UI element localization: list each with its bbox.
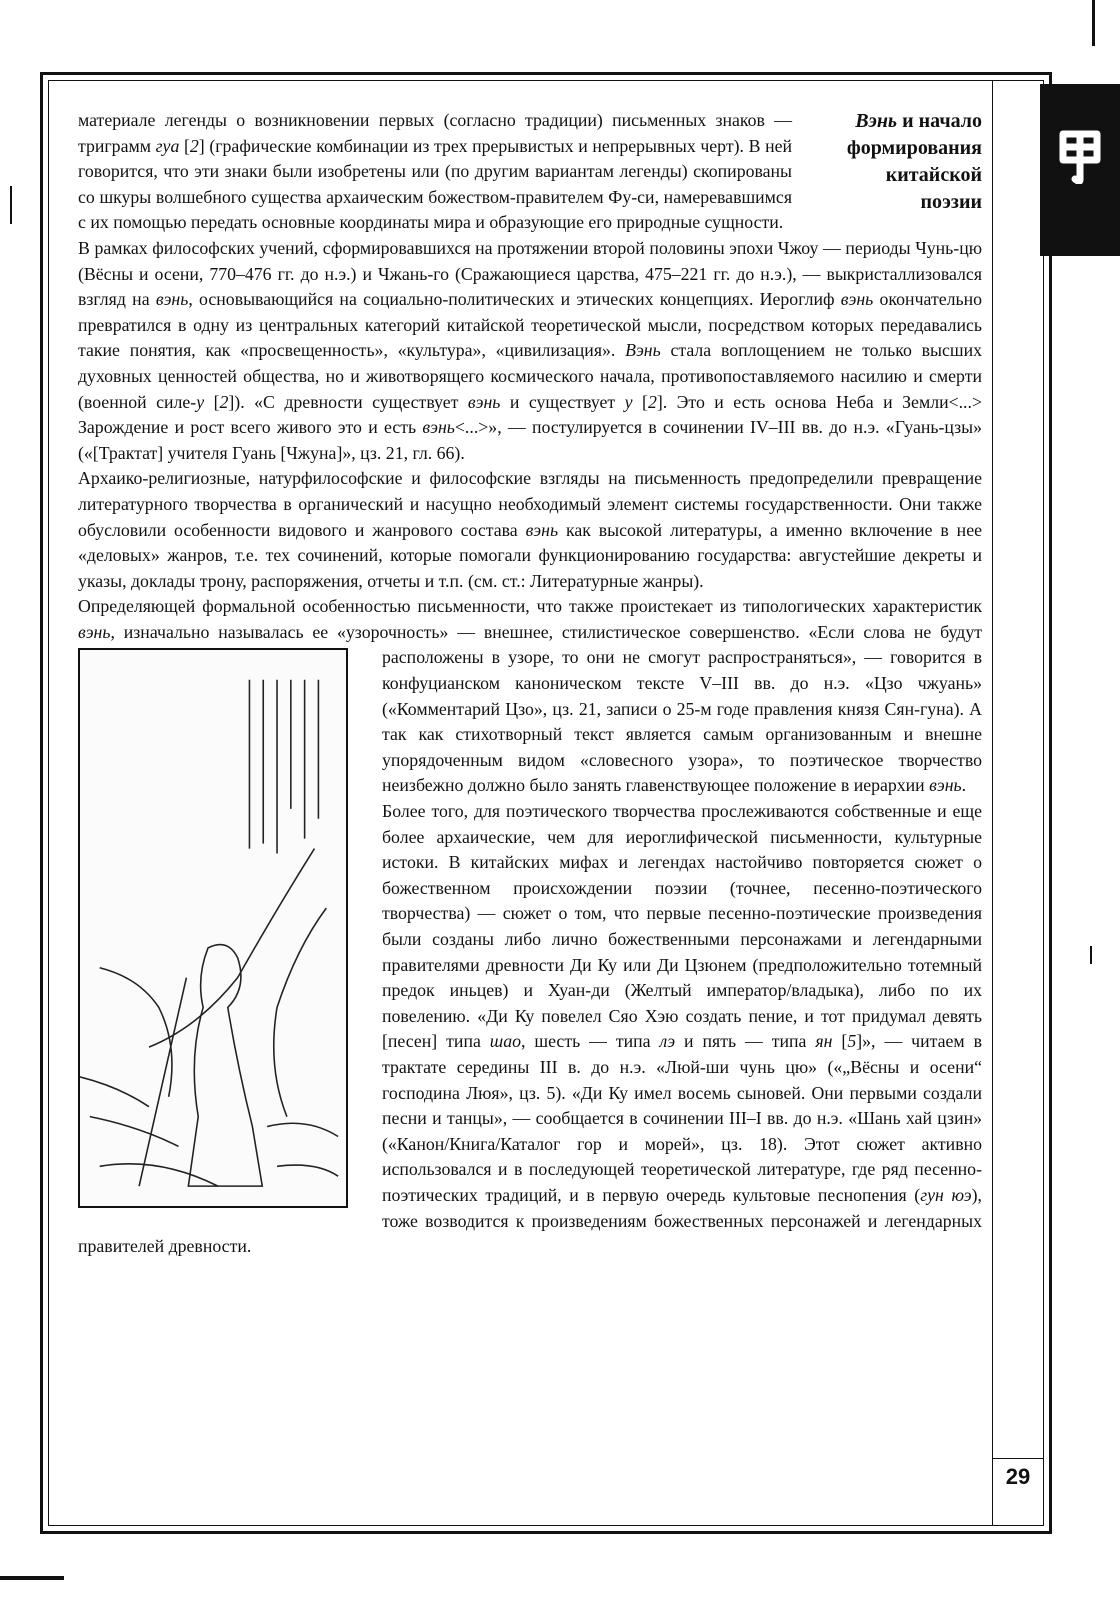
text-run: Архаико-религиозные, натурфилософские и философские взгляды на письменность предопределили превращение литературного творчества в органический и насущно необходимый элемент системы государственности. Они также обусловили особенности видового и жанрового состава — [78, 468, 982, 540]
sidebar-heading-line-2: и начало — [902, 110, 982, 132]
text-run: Вэнь — [625, 340, 661, 361]
text-run: Определяющей формальной особенностью письменности, что также проистекает из типологических характеристик — [78, 596, 982, 617]
sidebar-heading-line-4: китайской — [885, 164, 982, 186]
text-run: стала воплощением не только высших духовных ценностей общества, но и животворящего космического начала, противопоставляемого насилию и смерти (военной силе- — [78, 340, 982, 412]
section-tab — [1040, 84, 1120, 256]
sidebar-heading-line-1: Вэнь — [855, 110, 898, 132]
text-run: <...>», — постулируется в сочинении IV–III вв. до н.э. «Гуань-цзы» («[Трактат] учителя Гуань [Чжуна]», цз. 21, гл. 66). — [78, 417, 982, 463]
text-run: , основывающийся на социально-политических и этических концепциях. Иероглиф — [188, 289, 841, 310]
article-body — [78, 108, 982, 1468]
sidebar-heading-line-3: формирования — [846, 137, 982, 159]
text-run: как высокой литературы, а именно включение в нее «деловых» жанров, т.е. тех сочинений, которые помогали функционированию государства: августейшие декреты и указы, доклады трону, распоряжения, отчеты и т.п. (см. ст.: Литературные жанры). — [78, 519, 982, 591]
text-run: ян — [815, 1031, 833, 1052]
text-run: В рамках философских учений, сформировавшихся на протяжении второй половины эпохи Чжоу — периоды Чунь-цю (Вёсны и осени, 770–476 гг. до н.э.) и Чжань-го (Сражающиеся царства, 475–221 гг. до н.э.), — выкристаллизовался взгляд на — [78, 237, 982, 310]
text-run: [ — [632, 391, 648, 412]
text-run: гун юэ — [920, 1184, 972, 1205]
illustration-frame — [78, 648, 348, 1208]
page-number: 29 — [1005, 1464, 1031, 1489]
text-run: у — [196, 391, 205, 412]
sage-with-staff-illustration-icon — [80, 650, 346, 1206]
paragraph-3 — [78, 466, 982, 594]
text-run: 2 — [219, 391, 229, 412]
text-run: [ — [832, 1031, 848, 1052]
text-run: и пять — типа — [675, 1031, 816, 1052]
text-run: Более того, для поэтического творчества прослеживаются собственные и еще более архаические, чем для иероглифической письменности, культурные истоки. В китайских мифах и легендах настойчиво повторяется сюжет о божественном происхождении поэзии (точнее, песенно-поэтического творчества) — сюжет о том, что первые песенно-поэтические произведения были созданы либо лично божественными персонажами и легендарными правителями древности Ди Ку или Ди Цзюнем (предположительно тотемный предок иньцев) и Хуан-ди (Желтый император/владыка), либо по их повелению. «Ди Ку повелел Сяо Хэю создать пение, и тот придумал девять [песен] типа — [382, 801, 982, 1052]
text-run: вэнь — [78, 621, 111, 642]
text-run: шао — [489, 1031, 522, 1052]
text-run: 2 — [189, 135, 199, 156]
text-run: вэнь — [840, 289, 874, 310]
text-run: вэнь — [525, 519, 559, 540]
margin-rule — [992, 80, 993, 1526]
page-number-rule — [992, 1458, 1044, 1459]
text-run: материале легенды о возникновении первых (согласно традиции) письменных знаков — триграмм — [78, 110, 792, 156]
text-run: 2 — [647, 391, 657, 412]
chinese-character-jia-icon — [1057, 126, 1103, 184]
text-run: 5 — [847, 1031, 857, 1052]
text-run: вэнь — [467, 391, 501, 412]
text-run: ), тоже возводится к произведениям божественных персонажей и легендарных правителей древности. — [78, 1184, 982, 1257]
text-run: у — [624, 391, 633, 412]
text-run: вэнь — [929, 775, 962, 796]
paragraph-2 — [78, 236, 982, 466]
text-run: [ — [204, 391, 220, 412]
scan-mark-top-right — [1092, 0, 1095, 46]
scan-mark-right — [1090, 946, 1092, 964]
scan-mark-left — [10, 186, 12, 224]
text-run: гуа — [155, 135, 180, 156]
text-run: ] (графические комбинации из трех прерывистых и непрерывных черт). В ней говорится, что эти знаки были изобретены или (по другим вариантам легенды) скопированы со шкуры волшебного существа архаическим божеством-правителем Фу-си, намеревавшимся с их помощью передать основные координаты мира и образующие его природные сущности. — [78, 135, 792, 233]
text-run: , изначально называлась ее «узорочность» — внешнее, стилистическое совершенство. «Если слова не будут расположены в узоре, то они не смогут распространяться», — говорится в конфуцианском каноническом тексте V–III вв. до н.э. «Цзо чжуань» («Комментарий Цзо», цз. 21, записи о 25-м годе правления князя Сян-гуна). А так как стихотворный текст является самым организованным и внешне упорядоченным видом «словесного узора», то поэтическое творчество неизбежно должно было занять главенствующее положение в иерархии — [110, 621, 982, 796]
text-run: ]). «С древности существует — [228, 391, 468, 412]
sidebar-heading-line-5: поэзии — [920, 191, 982, 213]
text-run: лэ — [659, 1031, 676, 1052]
paragraph-4 — [78, 594, 982, 799]
text-run: . — [961, 775, 967, 796]
text-run: окончательно превратился в одну из центральных категорий китайской теоретической мысли, посредством которых передавались такие понятия, как «просвещенность», «культура», «цивилизация». — [78, 289, 982, 361]
text-run: ]», — читаем в трактате середины III в. до н.э. «Люй-ши чунь цю» («„Вёсны и осени“ господина Люя», цз. 5). «Ди Ку имел восемь сыновей. Они первыми создали песни и танцы», — сообщается в сочинении III–I вв. до н.э. «Шань хай цзин» («Канон/Книга/Каталог гор и морей», цз. 18). Этот сюжет активно использовался и в последующей теоретической литературе, где ряд песенно-поэтических традиций, и в первую очередь культовые песнопения ( — [382, 1031, 982, 1205]
text-run: ]. Это и есть основа Неба и Земли<...> Зарождение и рост всего живого это и есть — [78, 391, 982, 438]
sidebar-heading — [814, 108, 982, 216]
text-run: [ — [179, 135, 190, 156]
text-run: , шесть — типа — [521, 1031, 660, 1052]
illustration-figure — [78, 642, 370, 1232]
scan-mark-bottom-left — [0, 1576, 64, 1580]
text-run: вэнь — [422, 417, 455, 438]
text-run: и существует — [500, 391, 625, 412]
text-run: вэнь — [155, 289, 189, 310]
